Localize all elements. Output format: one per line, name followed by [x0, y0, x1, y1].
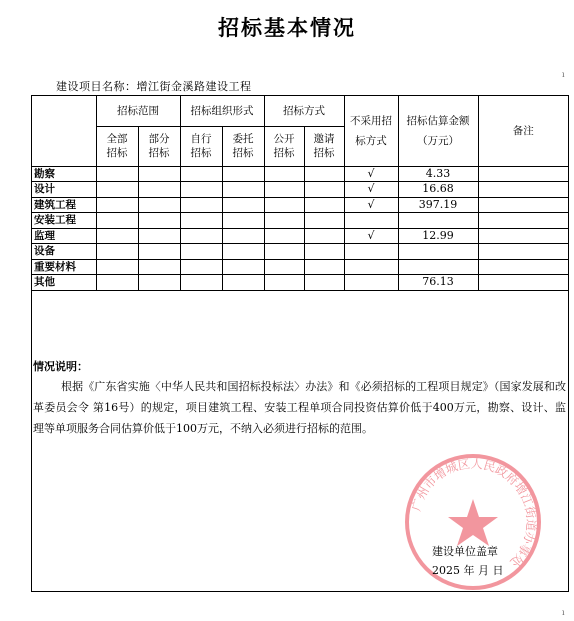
cell-partial [138, 213, 180, 229]
cell-entrust [222, 182, 264, 198]
header-blank [32, 96, 96, 166]
cell-self [180, 182, 222, 198]
cell-invite [304, 166, 344, 182]
signature-unit: 建设单位盖章 [432, 545, 498, 558]
cell-self [180, 259, 222, 275]
cell-invite [304, 244, 344, 260]
table-row [32, 228, 568, 244]
row-name: 安装工程 [32, 213, 96, 229]
cell-self [180, 213, 222, 229]
cell-estimate: 76.13 [398, 275, 478, 291]
cell-no-method: √ [344, 166, 398, 182]
cell-partial [138, 228, 180, 244]
cell-self [180, 244, 222, 260]
cell-no-method: √ [344, 197, 398, 213]
table-row [32, 275, 568, 291]
header-method: 招标方式 [264, 96, 344, 126]
seal-star-icon [448, 499, 498, 546]
cell-self [180, 275, 222, 291]
cell-no-method [344, 259, 398, 275]
header-remark: 备注 [478, 96, 568, 166]
cell-estimate: 12.99 [398, 228, 478, 244]
cell-open [264, 182, 304, 198]
cell-invite [304, 228, 344, 244]
cell-all [96, 228, 138, 244]
cell-all [96, 244, 138, 260]
cell-remark [478, 228, 568, 244]
cell-remark [478, 166, 568, 182]
bidding-table [32, 96, 568, 291]
cell-estimate: 16.68 [398, 182, 478, 198]
cell-all [96, 259, 138, 275]
header-no-method: 不采用招标方式 [344, 96, 398, 166]
row-name: 监理 [32, 228, 96, 244]
cell-partial [138, 259, 180, 275]
cell-all [96, 213, 138, 229]
header-self: 自行招标 [180, 126, 222, 166]
notes-title: 情况说明： [33, 360, 88, 373]
row-name: 建筑工程 [32, 197, 96, 213]
cell-invite [304, 182, 344, 198]
header-open: 公开招标 [264, 126, 304, 166]
page-title: 招标基本情况 [218, 15, 356, 40]
header-entrust: 委托招标 [222, 126, 264, 166]
cell-self [180, 166, 222, 182]
header-scope: 招标范围 [96, 96, 180, 126]
cell-estimate [398, 244, 478, 260]
cell-remark [478, 275, 568, 291]
header-org: 招标组织形式 [180, 96, 264, 126]
cell-open [264, 244, 304, 260]
cell-open [264, 166, 304, 182]
row-name: 其他 [32, 275, 96, 291]
cell-all [96, 197, 138, 213]
table-row [32, 259, 568, 275]
cell-entrust [222, 228, 264, 244]
cell-entrust [222, 244, 264, 260]
cell-open [264, 228, 304, 244]
cell-entrust [222, 275, 264, 291]
signature-block [432, 542, 503, 580]
corner-mark-top: ı [562, 70, 565, 79]
table-row [32, 166, 568, 182]
cell-no-method [344, 275, 398, 291]
cell-remark [478, 244, 568, 260]
cell-invite [304, 213, 344, 229]
cell-open [264, 213, 304, 229]
cell-entrust [222, 213, 264, 229]
table-row [32, 182, 568, 198]
cell-entrust [222, 166, 264, 182]
cell-no-method [344, 213, 398, 229]
cell-entrust [222, 197, 264, 213]
cell-estimate [398, 213, 478, 229]
cell-partial [138, 166, 180, 182]
row-name: 重要材料 [32, 259, 96, 275]
table-row [32, 244, 568, 260]
cell-partial [138, 275, 180, 291]
cell-remark [478, 182, 568, 198]
form-frame [31, 95, 569, 592]
cell-all [96, 166, 138, 182]
cell-entrust [222, 259, 264, 275]
cell-self [180, 228, 222, 244]
cell-all [96, 182, 138, 198]
corner-mark-bottom: ı [562, 608, 565, 617]
cell-remark [478, 213, 568, 229]
row-name: 设计 [32, 182, 96, 198]
cell-remark [478, 197, 568, 213]
cell-partial [138, 244, 180, 260]
cell-open [264, 259, 304, 275]
cell-estimate: 397.19 [398, 197, 478, 213]
cell-estimate: 4.33 [398, 166, 478, 182]
project-name: 建设项目名称：增江街金溪路建设工程 [56, 80, 252, 93]
cell-invite [304, 197, 344, 213]
notes-body: 根据《广东省实施〈中华人民共和国招标投标法〉办法》和《必须招标的工程项目规定》（国家发展和改革委员会令 第16号）的规定，项目建筑工程、安装工程单项合同投资估算价低于400万元，勘察、设计、监理等单项服务合同估算价低于100万元，不纳入必须进行招标的范围。 [33, 380, 566, 435]
header-all: 全部招标 [96, 126, 138, 166]
table-row [32, 197, 568, 213]
cell-no-method: √ [344, 228, 398, 244]
signature-date: 2025 年 月 日 [432, 564, 504, 577]
cell-open [264, 197, 304, 213]
cell-no-method: √ [344, 182, 398, 198]
cell-partial [138, 197, 180, 213]
header-invite: 邀请招标 [304, 126, 344, 166]
header-partial: 部分招标 [138, 126, 180, 166]
cell-open [264, 275, 304, 291]
cell-estimate [398, 259, 478, 275]
seal-text: 广州市增城区人民政府增江街道办事处 [409, 456, 539, 570]
row-name: 勘察 [32, 166, 96, 182]
cell-remark [478, 259, 568, 275]
cell-invite [304, 275, 344, 291]
cell-self [180, 197, 222, 213]
cell-all [96, 275, 138, 291]
row-name: 设备 [32, 244, 96, 260]
table-row [32, 213, 568, 229]
cell-no-method [344, 244, 398, 260]
cell-invite [304, 259, 344, 275]
header-estimate: 招标估算金额（万元） [398, 96, 478, 166]
cell-partial [138, 182, 180, 198]
